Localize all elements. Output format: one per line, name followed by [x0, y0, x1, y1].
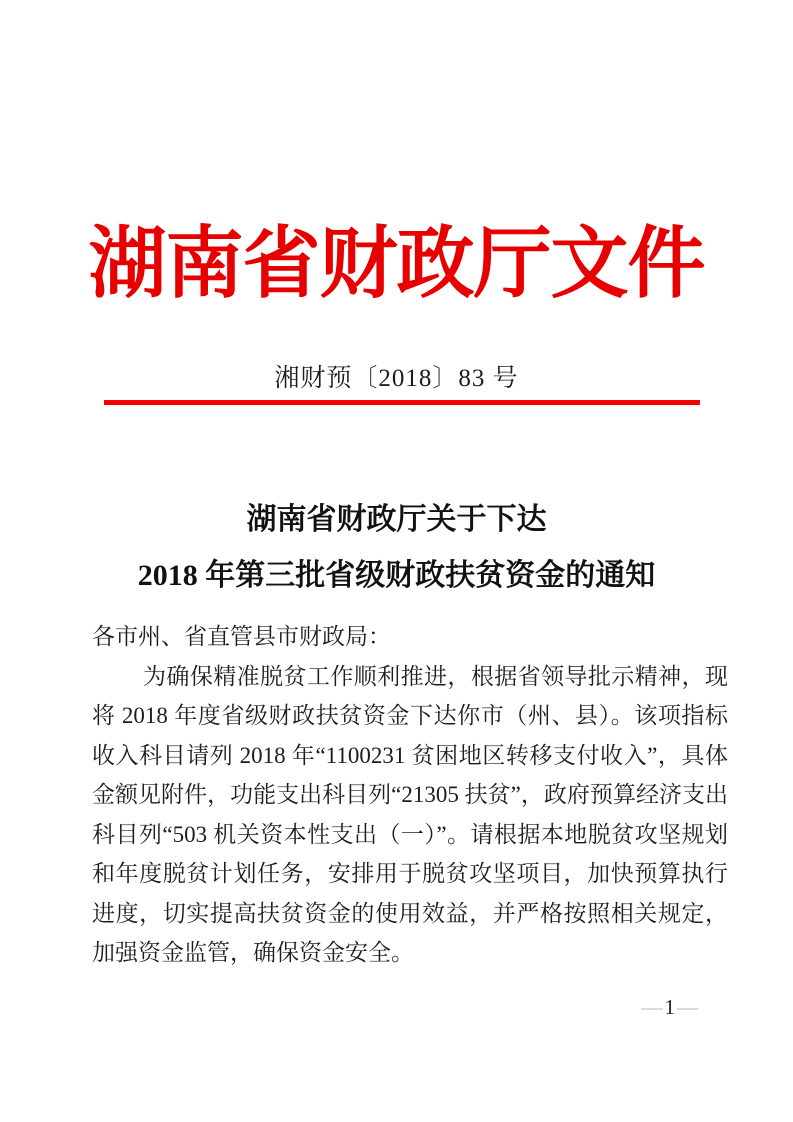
document-title-line1: 湖南省财政厅关于下达: [246, 503, 547, 536]
body-line: 为确保精准脱贫工作顺利推进，根据省领导批示精神，现: [143, 663, 728, 689]
page-number: [560, 994, 700, 1020]
letterhead-title: 湖南省财政厅文件: [88, 220, 705, 307]
body-line: 和年度脱贫计划任务，安排用于脱贫攻坚项目，加快预算执行: [92, 861, 728, 886]
red-divider-rule: [104, 400, 700, 405]
document-title-line2: 2018 年第三批省级财政扶贫资金的通知: [137, 559, 656, 592]
body-line: 加强资金监管，确保资金安全。: [92, 940, 414, 965]
page-number-dash-right: —: [677, 995, 700, 1019]
document-title: [0, 492, 793, 604]
document-body: [92, 617, 728, 973]
body-line: 科目列“503 机关资本性支出（一）”。请根据本地脱贫攻坚规划: [92, 821, 728, 847]
body-line: 收入科目请列 2018 年“1100231 贫困地区转移支付收入”，具体: [92, 742, 728, 768]
body-line: 进度，切实提高扶贫资金的使用效益，并严格按照相关规定，: [92, 900, 728, 926]
salutation-line: 各市州、省直管县市财政局：: [92, 624, 391, 649]
doc-reference-number: 湘财预〔2018〕83 号: [274, 365, 519, 392]
body-line: 金额见附件，功能支出科目列“21305 扶贫”，政府预算经济支出: [92, 782, 728, 807]
page-number-value: 1: [664, 995, 677, 1019]
page-number-dash-left: —: [641, 995, 665, 1019]
body-line: 将 2018 年度省级财政扶贫资金下达你市（州、县）。该项指标: [92, 703, 728, 728]
